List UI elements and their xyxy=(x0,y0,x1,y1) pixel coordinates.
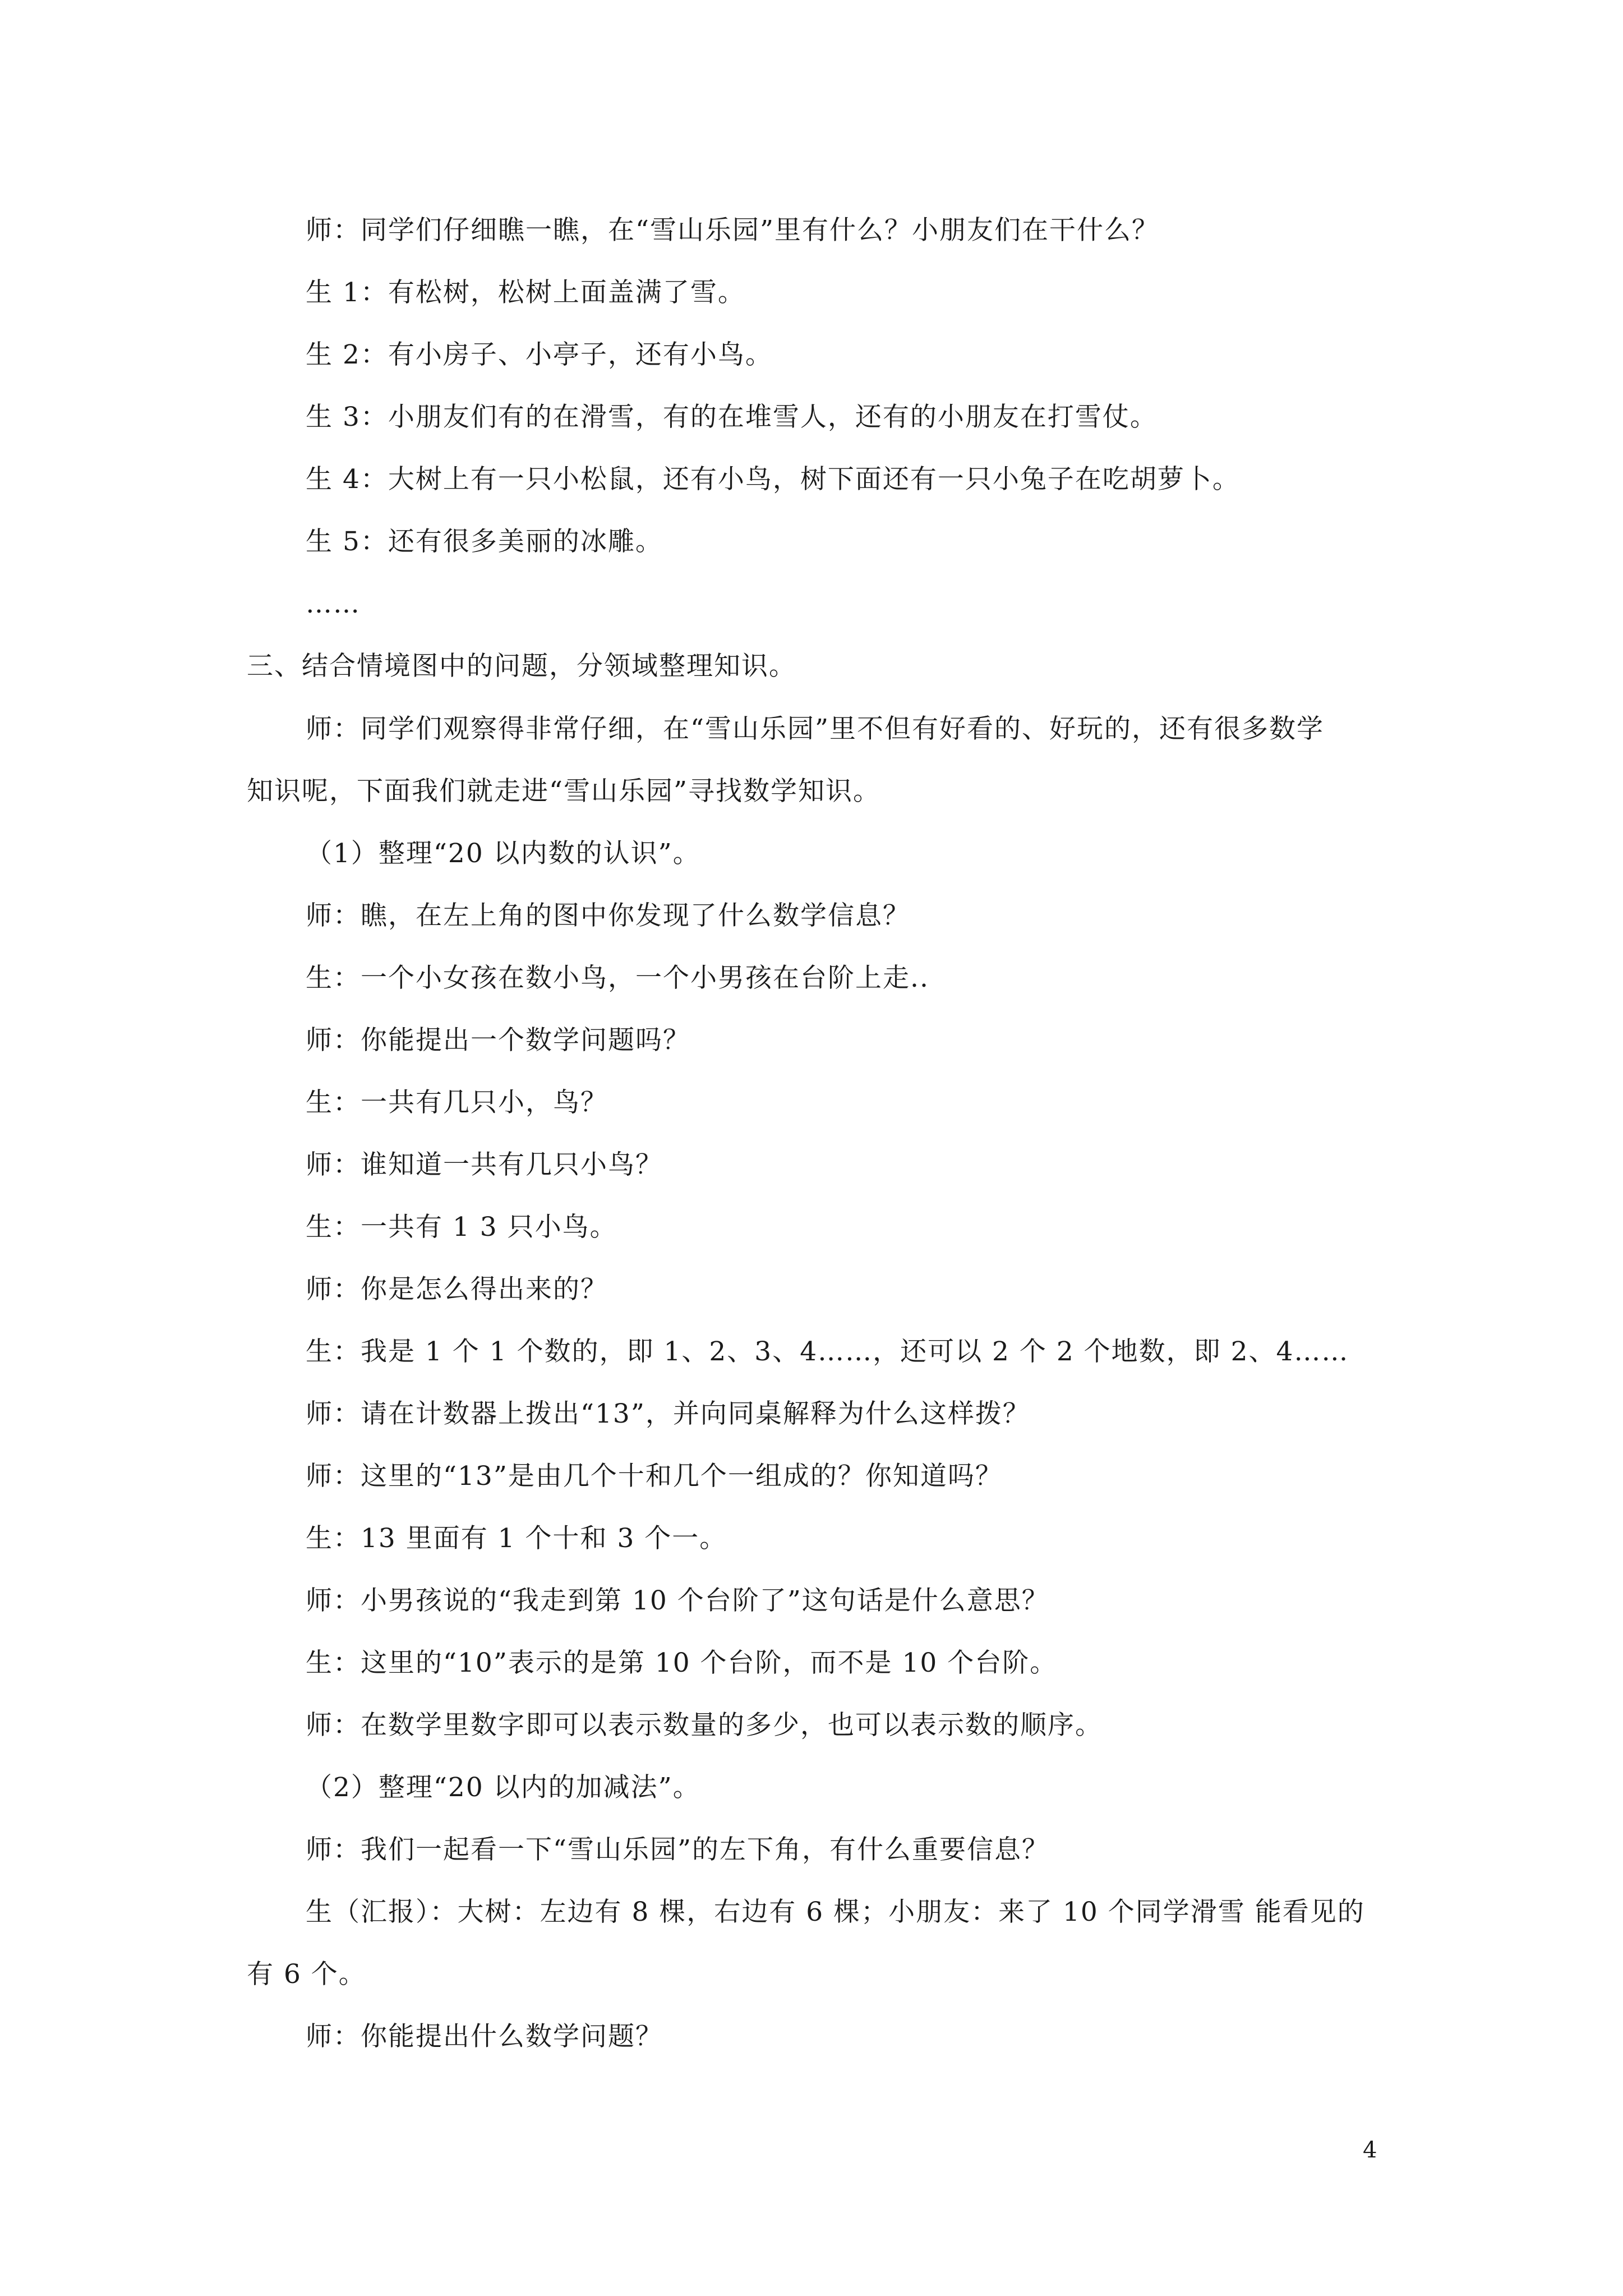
text-line: 师：你能提出什么数学问题？ xyxy=(306,2021,663,2052)
text-line: 生 3：小朋友们有的在滑雪，有的在堆雪人，还有的小朋友在打雪仗。 xyxy=(306,402,1158,432)
text-line: 师：瞧，在左上角的图中你发现了什么数学信息？ xyxy=(306,900,910,931)
text-line: 生：这里的“10”表示的是第 10 个台阶，而不是 10 个台阶。 xyxy=(306,1648,1058,1678)
section-heading: 三、结合情境图中的问题，分领域整理知识。 xyxy=(247,651,796,682)
text-line: 师：我们一起看一下“雪山乐园”的左下角，有什么重要信息？ xyxy=(306,1834,1050,1865)
text-line: 生（汇报）：大树：左边有 8 棵，右边有 6 棵；小朋友：来了 10 个同学滑雪 能看见的 xyxy=(306,1897,1365,1927)
text-line: 师：同学们仔细瞧一瞧，在“雪山乐园”里有什么？小朋友们在干什么？ xyxy=(306,215,1160,246)
text-line: 师：这里的“13”是由几个十和几个一组成的？你知道吗？ xyxy=(306,1461,1003,1492)
subsection-heading: （2）整理“20 以内的加减法”。 xyxy=(306,1772,700,1803)
text-line: 生 1：有松树，松树上面盖满了雪。 xyxy=(306,277,745,308)
text-line: 师：请在计数器上拨出“13”，并向同桌解释为什么这样拨？ xyxy=(306,1398,1030,1429)
text-line: 生 2：有小房子、小亭子，还有小鸟。 xyxy=(306,339,773,370)
text-line: 生：我是 1 个 1 个数的，即 1、2、3、4……，还可以 2 个 2 个地数，即 2、4…… xyxy=(306,1336,1349,1367)
text-line: 师：同学们观察得非常仔细，在“雪山乐园”里不但有好看的、好玩的，还有很多数学 xyxy=(306,714,1325,744)
text-line: 知识呢，下面我们就走进“雪山乐园”寻找数学知识。 xyxy=(247,776,881,807)
text-line: 生：一共有几只小，鸟？ xyxy=(306,1087,608,1118)
text-line: 生 5：还有很多美丽的冰雕。 xyxy=(306,526,663,557)
page-number: 4 xyxy=(1363,2137,1377,2163)
text-line: 生 4：大树上有一只小松鼠，还有小鸟，树下面还有一只小兔子在吃胡萝卜。 xyxy=(306,464,1240,495)
text-line: 师：在数学里数字即可以表示数量的多少，也可以表示数的顺序。 xyxy=(306,1710,1103,1741)
text-line: 生：13 里面有 1 个十和 3 个一。 xyxy=(306,1523,727,1554)
text-line: 生：一共有 1 3 只小鸟。 xyxy=(306,1212,617,1243)
subsection-heading: （1）整理“20 以内数的认识”。 xyxy=(306,838,700,869)
text-line: 师：你是怎么得出来的？ xyxy=(306,1274,608,1305)
ellipsis-line: …… xyxy=(306,588,361,619)
text-line: 师：你能提出一个数学问题吗？ xyxy=(306,1025,690,1056)
text-line: 有 6 个。 xyxy=(247,1959,366,1990)
text-line: 生：一个小女孩在数小鸟，一个小男孩在台阶上走.. xyxy=(306,963,929,993)
text-line: 师：谁知道一共有几只小鸟？ xyxy=(306,1149,663,1180)
text-line: 师：小男孩说的“我走到第 10 个台阶了”这句话是什么意思？ xyxy=(306,1585,1049,1616)
